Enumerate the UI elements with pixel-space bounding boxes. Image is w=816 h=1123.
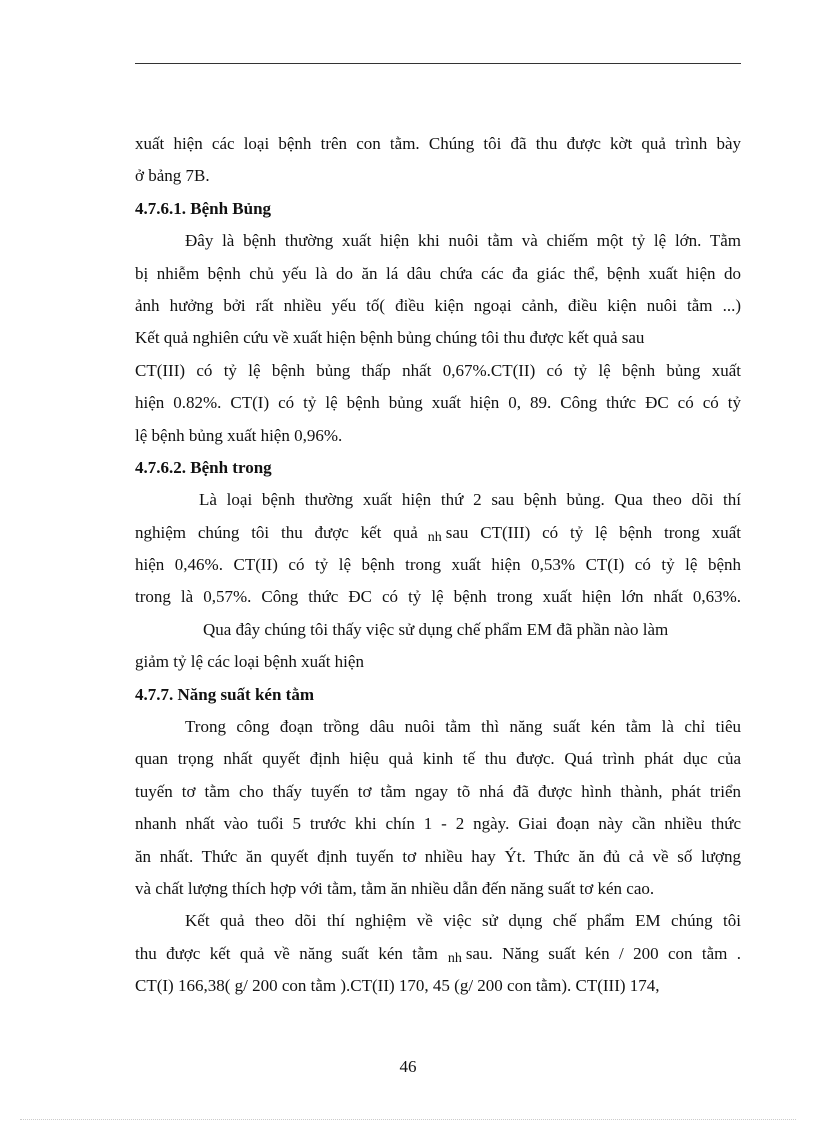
- subscript-mark: nh: [447, 950, 462, 966]
- text-line: bị nhiễm bệnh chủ yếu là do ăn lá dâu chứa các đa giác thể, bệnh xuất hiện do: [135, 263, 741, 283]
- text-line: tuyến tơ tằm cho thấy tuyến tơ tằm ngay tõ nhá đã được hình thành, phát triển: [135, 781, 741, 801]
- section-heading: 4.7.7. Năng suất kén tằm: [135, 684, 314, 704]
- header-rule: [135, 63, 741, 64]
- text-line: hiện 0.82%. CT(I) có tỷ lệ bệnh bủng xuất hiện 0, 89. Công thức ĐC có có tỷ: [135, 393, 741, 413]
- text-line: CT(I) 166,38( g/ 200 con tằm ).CT(II) 170, 45 (g/ 200 con tằm). CT(III) 174,: [135, 976, 660, 996]
- subscript-mark: nh: [427, 529, 442, 545]
- text-line: trong là 0,57%. Công thức ĐC có tỷ lệ bệnh trong xuất hiện lớn nhất 0,63%.: [135, 587, 741, 607]
- text-line: hiện 0,46%. CT(II) có tỷ lệ bệnh trong xuất hiện 0,53% CT(I) có tỷ lệ bệnh: [135, 555, 741, 575]
- page-number: 46: [399, 1057, 417, 1076]
- text-line: Trong công đoạn trồng dâu nuôi tằm thì năng suất kén tằm là chỉ tiêu: [185, 717, 741, 737]
- text-line: giảm tỷ lệ các loại bệnh xuất hiện: [135, 652, 364, 672]
- text-line: Là loại bệnh thường xuất hiện thứ 2 sau bệnh bủng. Qua theo dõi thí: [199, 490, 741, 510]
- text-line: Đây là bệnh thường xuất hiện khi nuôi tằm và chiếm một tỷ lệ lớn. Tằm: [185, 231, 741, 251]
- section-heading: 4.7.6.2. Bệnh trong: [135, 457, 272, 477]
- text-line: [135, 517, 741, 549]
- text-fragment: nghiệm chúng tôi thu được kết quả: [135, 522, 418, 542]
- section-heading: 4.7.6.1. Bệnh Bủng: [135, 198, 272, 218]
- text-line: và chất lượng thích hợp với tằm, tằm ăn nhiều dẫn đến năng suất tơ kén cao.: [135, 878, 655, 898]
- text-line: [135, 938, 741, 970]
- text-line: CT(III) có tỷ lệ bệnh bủng thấp nhất 0,67%.CT(II) có tỷ lệ bệnh bủng xuất: [135, 360, 741, 380]
- text-line: Kết quả nghiên cứu về xuất hiện bệnh bủng chúng tôi thu được kết quả sau: [135, 328, 645, 348]
- text-fragment: sau. Năng suất kén / 200 con tằm .: [465, 943, 741, 963]
- text-line: Kết quả theo dõi thí nghiệm về việc sử dụng chế phẩm EM chúng tôi: [185, 911, 741, 931]
- text-line: quan trọng nhất quyết định hiệu quả kinh tế thu được. Quá trình phát dục của: [135, 749, 741, 769]
- text-fragment: sau CT(III) có tỷ lệ bệnh trong xuất: [445, 522, 741, 542]
- text-line: ăn nhất. Thức ăn quyết định tuyến tơ nhiều hay Ýt. Thức ăn đủ cả về số lượng: [135, 846, 741, 866]
- text-line: nhanh nhất vào tuổi 5 trước khi chín 1 - 2 ngày. Giai đoạn này cần nhiều thức: [135, 814, 741, 834]
- document-body: [135, 128, 741, 1003]
- text-line: ảnh hưởng bởi rất nhiều yếu tố( điều kiện ngoại cảnh, điều kiện nuôi tằm ...): [135, 295, 741, 315]
- text-fragment: thu được kết quả về năng suất kén tằm: [135, 943, 438, 963]
- text-line: Qua đây chúng tôi thấy việc sử dụng chế phẩm EM đã phần nào làm: [203, 619, 669, 639]
- text-line: xuất hiện các loại bệnh trên con tằm. Chúng tôi đã thu được kờt quả trình bày: [135, 134, 741, 153]
- page-edge: [20, 1119, 796, 1120]
- text-line: lệ bệnh bủng xuất hiện 0,96%.: [135, 425, 343, 445]
- text-line: ở bảng 7B.: [135, 166, 210, 186]
